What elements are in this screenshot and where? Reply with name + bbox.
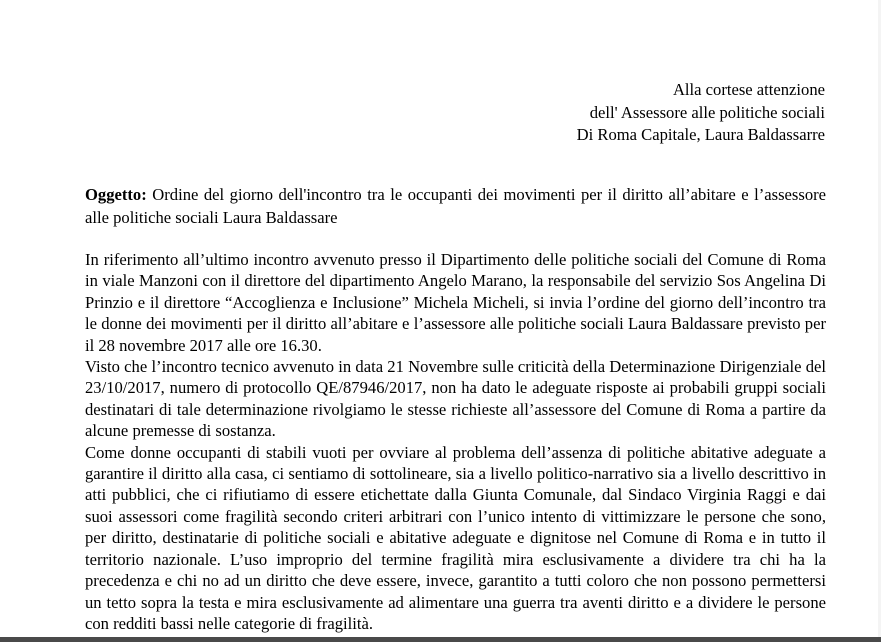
- address-line-3: Di Roma Capitale, Laura Baldassarre: [576, 125, 825, 144]
- paragraph-2: Visto che l’incontro tecnico avvenuto in data 21 Novembre sulle criticità della Determinazione Dirigenziale del 23/10/2017, numero di protocollo QE/87946/2017, non ha dato le adeguate risposte ai probabili gruppi sociali destinatari di tale determinazione rivolgiamo le stesse richieste all’assessore del Comune di Roma a partire da alcune premesse di sostanza.: [85, 357, 826, 441]
- subject-label: Oggetto:: [85, 185, 147, 204]
- subject-block: [85, 184, 826, 229]
- subject-text: Ordine del giorno dell'incontro tra le occupanti dei movimenti per il diritto all’abitare e l’assessore alle politiche sociali Laura Baldassare: [85, 185, 827, 227]
- bottom-bar: [0, 637, 881, 642]
- letter-body: [85, 249, 826, 634]
- address-line-1: Alla cortese attenzione: [672, 80, 825, 99]
- paragraph-3: Come donne occupanti di stabili vuoti per ovviare al problema dell’assenza di politiche abitative adeguate a garantire il diritto alla casa, ci sentiamo di sottolineare, sia a livello politico-narrativo sia a livello descrittivo in atti pubblici, che ci rifiutiamo di essere etichettate dalla Giunta Comunale, dal Sindaco Virginia Raggi e dai suoi assessori come fragilità secondo criteri arbitrari con l’unico intento di vittimizzare le persone che sono, per diritto, destinatarie di politiche sociali e abitative adeguate e dignitose nel Comune di Roma e in tutto il territorio nazionale. L’uso improprio del termine fragilità mira esclusivamente a dividere tra chi ha la precedenza e chi no ad un diritto che deve essere, invece, garantito a tutti coloro che non possono permettersi un tetto sopra la testa e mira esclusivamente ad alimentare una guerra tra aventi diritto e a dividere le persone con redditi bassi nelle categorie di fragilità.: [85, 442, 826, 633]
- paragraph-1: In riferimento all’ultimo incontro avvenuto presso il Dipartimento delle politiche sociali del Comune di Roma in viale Manzoni con il direttore del dipartimento Angelo Marano, la responsabile del servizio Sos Angelina Di Prinzio e il direttore “Accoglienza e Inclusione” Michela Micheli, si invia l’ordine del giorno dell’incontro tra le donne dei movimenti per il diritto all’abitare e l’assessore alle politiche sociali Laura Baldassare previsto per il 28 novembre 2017 alle ore 16.30.: [85, 250, 826, 355]
- address-line-2: dell' Assessore alle politiche sociali: [589, 102, 825, 122]
- recipient-address: [577, 79, 825, 147]
